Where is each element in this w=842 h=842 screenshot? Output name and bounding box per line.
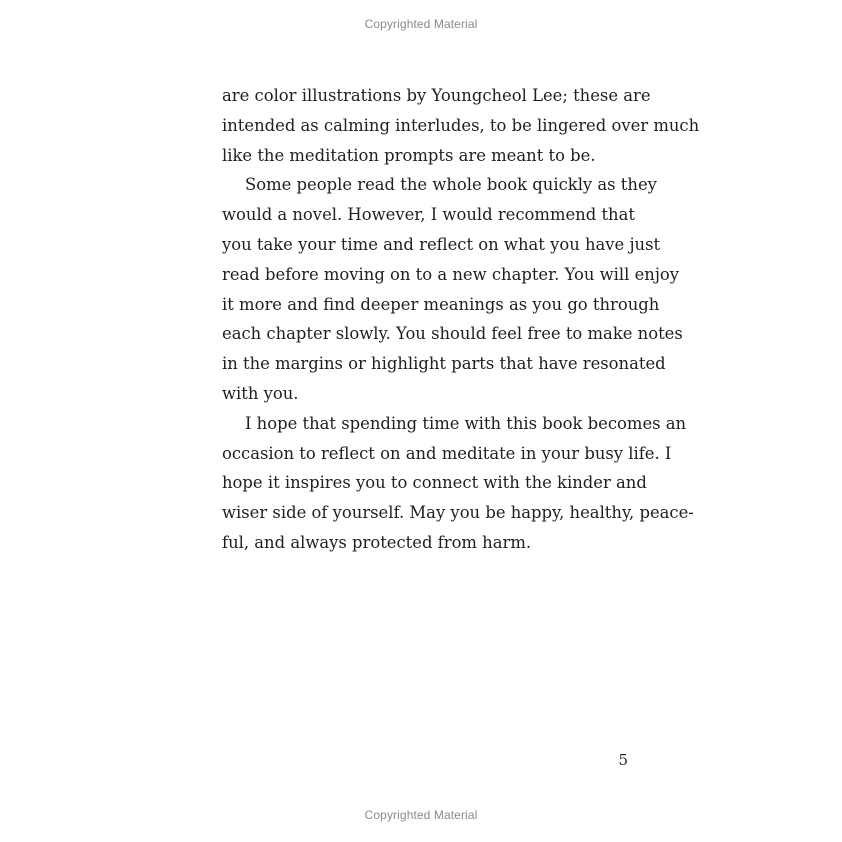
text-line: wiser side of yourself. May you be happy, healthy, peace- <box>222 503 694 523</box>
text-line: like the meditation prompts are meant to be. <box>222 145 596 165</box>
text-line: in the margins or highlight parts that have resonated <box>222 354 666 374</box>
page-number: 5 <box>618 751 628 769</box>
text-line: read before moving on to a new chapter. You will enjoy <box>222 264 680 284</box>
text-line: with you. <box>222 383 299 403</box>
text-line: each chapter slowly. You should feel free to make notes <box>222 324 683 344</box>
text-line: occasion to reflect on and meditate in your busy life. I <box>222 443 672 463</box>
paragraph-3 <box>222 409 694 558</box>
copyright-watermark-bottom: Copyrighted Material <box>364 808 478 822</box>
text-line: Some people read the whole book quickly as they <box>245 175 657 195</box>
paragraph-1 <box>222 81 700 170</box>
paragraph-2 <box>222 170 683 408</box>
copyright-watermark-top: Copyrighted Material <box>364 17 478 31</box>
text-line: would a novel. However, I would recommend that <box>222 205 635 225</box>
text-line: are color illustrations by Youngcheol Lee; these are <box>222 86 651 105</box>
body-text <box>222 81 700 558</box>
text-line: you take your time and reflect on what you have just <box>222 234 661 254</box>
text-line: ful, and always protected from harm. <box>222 532 532 552</box>
text-line: hope it inspires you to connect with the kinder and <box>222 473 647 493</box>
text-line: intended as calming interludes, to be lingered over much <box>222 115 700 135</box>
text-line: I hope that spending time with this book becomes an <box>245 413 687 433</box>
text-line: it more and find deeper meanings as you go through <box>222 294 660 314</box>
